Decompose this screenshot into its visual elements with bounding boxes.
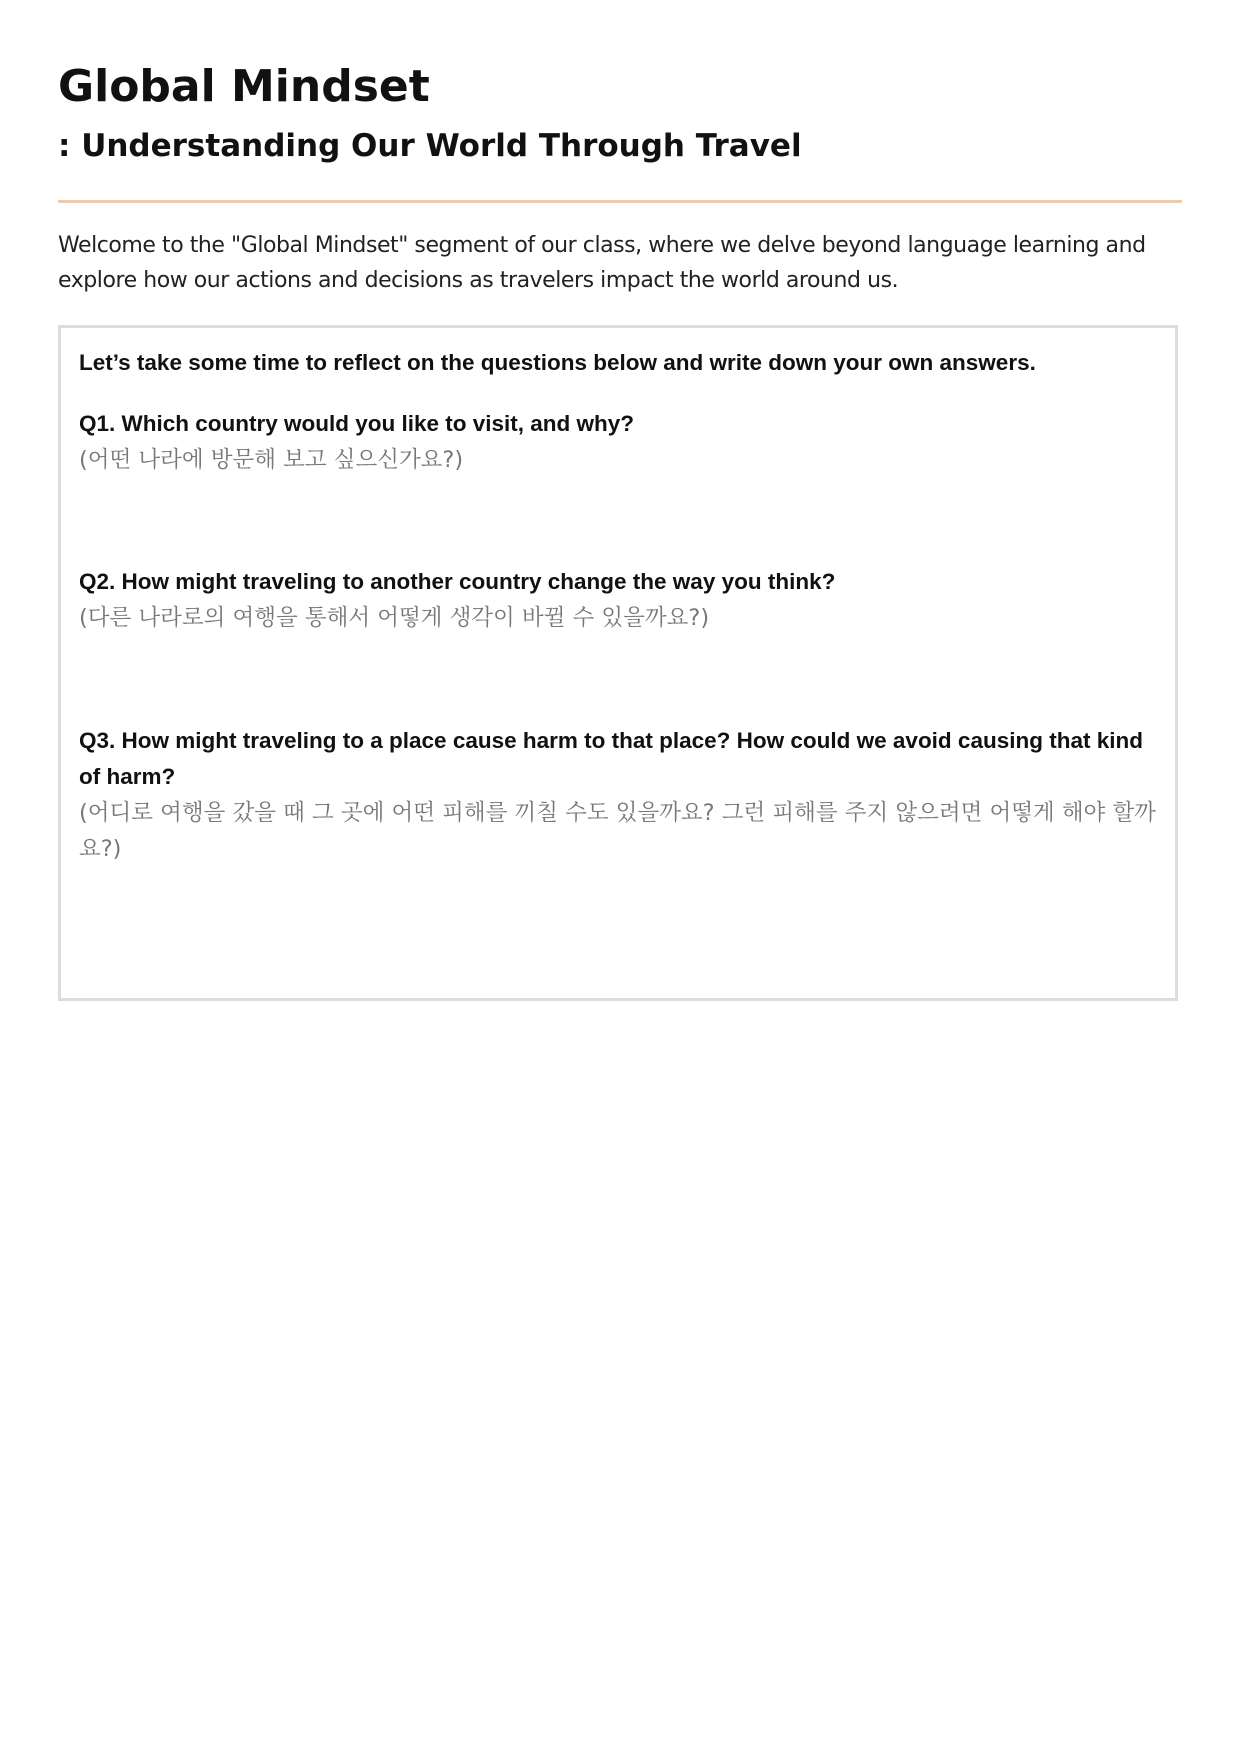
title-divider — [58, 200, 1182, 203]
page-title: Global Mindset — [58, 61, 430, 112]
question-1-korean: (어떤 나라에 방문해 보고 싶으신가요?) — [79, 447, 464, 473]
question-3-english: Q3. How might traveling to a place cause harm to that place? How could we avoid causing that kind of harm? — [79, 728, 1143, 789]
question-3-korean: (어디로 여행을 갔을 때 그 곳에 어떤 피해를 끼칠 수도 있을까요? 그런 피해를 주지 않으려면 어떻게 해야 할까요?) — [79, 800, 1156, 862]
page-subtitle: : Understanding Our World Through Travel — [58, 128, 802, 164]
question-2 — [79, 564, 1164, 636]
question-1 — [79, 406, 1164, 478]
reflection-prompt: Let’s take some time to reflect on the questions below and write down your own answers. — [79, 350, 1036, 375]
question-1-english: Q1. Which country would you like to visit, and why? — [79, 411, 635, 436]
question-3 — [79, 723, 1164, 867]
question-2-korean: (다른 나라로의 여행을 통해서 어떻게 생각이 바뀔 수 있을까요?) — [79, 605, 710, 631]
intro-paragraph: Welcome to the "Global Mindset" segment of our class, where we delve beyond language learning and explore how our actions and decisions as travelers impact the world around us. — [58, 233, 1146, 293]
question-2-english: Q2. How might traveling to another country change the way you think? — [79, 569, 836, 594]
